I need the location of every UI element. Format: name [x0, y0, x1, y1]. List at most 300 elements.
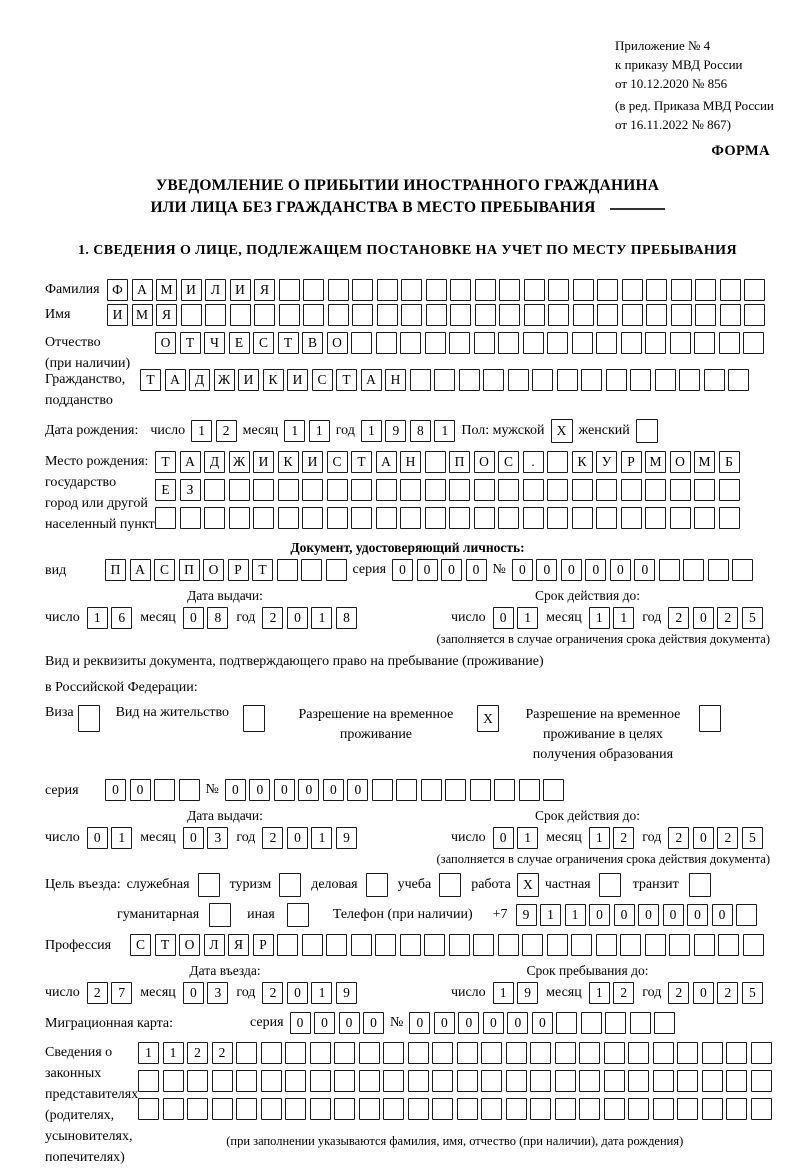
form-cell[interactable]: [670, 507, 691, 529]
form-cell[interactable]: 0: [298, 779, 319, 801]
form-cell[interactable]: Т: [278, 332, 299, 354]
form-cell[interactable]: [523, 479, 544, 501]
form-cell[interactable]: [702, 1098, 723, 1120]
form-cell[interactable]: [310, 1042, 331, 1064]
form-cell[interactable]: [327, 479, 348, 501]
form-cell[interactable]: [573, 304, 594, 326]
form-cell[interactable]: А: [130, 559, 151, 581]
form-cell[interactable]: [579, 1042, 600, 1064]
form-cell[interactable]: [278, 507, 299, 529]
form-cell[interactable]: [694, 507, 715, 529]
form-cell[interactable]: [445, 779, 466, 801]
form-cell[interactable]: 1: [517, 607, 538, 629]
form-cell[interactable]: [498, 507, 519, 529]
form-cell[interactable]: Р: [228, 559, 249, 581]
form-cell[interactable]: [718, 934, 739, 956]
form-cell[interactable]: П: [449, 451, 470, 473]
form-cell[interactable]: О: [670, 451, 691, 473]
form-cell[interactable]: [449, 934, 470, 956]
form-cell[interactable]: [679, 369, 700, 391]
form-cell[interactable]: 0: [130, 779, 151, 801]
form-cell[interactable]: 0: [687, 904, 708, 926]
form-cell[interactable]: [524, 304, 545, 326]
form-cell[interactable]: Я: [156, 304, 177, 326]
form-cell[interactable]: 0: [417, 559, 438, 581]
form-cell[interactable]: И: [238, 369, 259, 391]
form-cell[interactable]: 0: [512, 559, 533, 581]
form-cell[interactable]: [400, 934, 421, 956]
form-cell[interactable]: [277, 934, 298, 956]
form-cell[interactable]: [372, 779, 393, 801]
form-cell[interactable]: С: [130, 934, 151, 956]
form-cell[interactable]: З: [180, 479, 201, 501]
form-cell[interactable]: [376, 332, 397, 354]
form-cell[interactable]: [523, 332, 544, 354]
form-cell[interactable]: [547, 479, 568, 501]
form-cell[interactable]: [326, 559, 347, 581]
form-cell[interactable]: [261, 1098, 282, 1120]
form-cell[interactable]: [548, 304, 569, 326]
form-cell[interactable]: [506, 1042, 527, 1064]
form-cell[interactable]: [677, 1042, 698, 1064]
form-cell[interactable]: 9: [336, 827, 357, 849]
form-cell[interactable]: [702, 1042, 723, 1064]
form-cell[interactable]: [459, 369, 480, 391]
form-cell[interactable]: [359, 1042, 380, 1064]
form-cell[interactable]: 1: [311, 982, 332, 1004]
form-cell[interactable]: [646, 279, 667, 301]
form-cell[interactable]: Ч: [204, 332, 225, 354]
form-cell[interactable]: Т: [351, 451, 372, 473]
form-cell[interactable]: Р: [253, 934, 274, 956]
form-cell[interactable]: [751, 1070, 772, 1092]
form-cell[interactable]: Ж: [214, 369, 235, 391]
form-cell[interactable]: [449, 332, 470, 354]
form-cell[interactable]: [702, 1070, 723, 1092]
form-cell[interactable]: [547, 332, 568, 354]
form-cell[interactable]: [572, 507, 593, 529]
form-cell[interactable]: [204, 507, 225, 529]
form-cell[interactable]: [401, 304, 422, 326]
form-cell[interactable]: [450, 279, 471, 301]
form-cell[interactable]: [596, 332, 617, 354]
form-cell[interactable]: М: [694, 451, 715, 473]
form-cell[interactable]: [744, 279, 765, 301]
form-cell[interactable]: [555, 1042, 576, 1064]
form-cell[interactable]: [279, 873, 301, 897]
form-cell[interactable]: [498, 332, 519, 354]
form-cell[interactable]: [253, 479, 274, 501]
form-cell[interactable]: [439, 873, 461, 897]
form-cell[interactable]: [212, 1098, 233, 1120]
form-cell[interactable]: Л: [204, 934, 225, 956]
form-cell[interactable]: [726, 1070, 747, 1092]
form-cell[interactable]: Т: [180, 332, 201, 354]
form-cell[interactable]: [654, 1012, 675, 1034]
form-cell[interactable]: [426, 304, 447, 326]
form-cell[interactable]: [481, 1098, 502, 1120]
form-cell[interactable]: [719, 332, 740, 354]
form-cell[interactable]: [277, 559, 298, 581]
form-cell[interactable]: А: [376, 451, 397, 473]
form-cell[interactable]: 1: [540, 904, 561, 926]
form-cell[interactable]: В: [302, 332, 323, 354]
form-cell[interactable]: 2: [613, 982, 634, 1004]
form-cell[interactable]: 0: [638, 904, 659, 926]
form-cell[interactable]: Н: [385, 369, 406, 391]
form-cell[interactable]: [743, 934, 764, 956]
form-cell[interactable]: [310, 1098, 331, 1120]
form-cell[interactable]: 0: [610, 559, 631, 581]
form-cell[interactable]: 1: [589, 607, 610, 629]
form-cell[interactable]: [376, 479, 397, 501]
form-cell[interactable]: 5: [742, 982, 763, 1004]
form-cell[interactable]: [352, 279, 373, 301]
form-cell[interactable]: [719, 479, 740, 501]
form-cell[interactable]: 3: [207, 982, 228, 1004]
form-cell[interactable]: [743, 332, 764, 354]
form-cell[interactable]: 0: [561, 559, 582, 581]
form-cell[interactable]: [302, 934, 323, 956]
form-cell[interactable]: 0: [536, 559, 557, 581]
form-cell[interactable]: [524, 279, 545, 301]
form-cell[interactable]: [646, 304, 667, 326]
form-cell[interactable]: 0: [287, 982, 308, 1004]
form-cell[interactable]: [424, 934, 445, 956]
form-cell[interactable]: [432, 1098, 453, 1120]
form-cell[interactable]: [548, 279, 569, 301]
form-cell[interactable]: [396, 779, 417, 801]
form-cell[interactable]: [155, 507, 176, 529]
form-cell[interactable]: [229, 507, 250, 529]
form-cell[interactable]: [653, 1070, 674, 1092]
form-cell[interactable]: И: [181, 279, 202, 301]
form-cell[interactable]: [508, 369, 529, 391]
form-cell[interactable]: 0: [493, 607, 514, 629]
form-cell[interactable]: [519, 779, 540, 801]
form-cell[interactable]: 0: [441, 559, 462, 581]
form-cell[interactable]: [383, 1042, 404, 1064]
form-cell[interactable]: Д: [189, 369, 210, 391]
form-cell[interactable]: [474, 332, 495, 354]
form-cell[interactable]: Т: [155, 934, 176, 956]
form-cell[interactable]: 0: [323, 779, 344, 801]
form-cell[interactable]: [689, 873, 711, 897]
form-cell[interactable]: Е: [155, 479, 176, 501]
form-cell[interactable]: [628, 1070, 649, 1092]
form-cell[interactable]: [523, 507, 544, 529]
form-cell[interactable]: [383, 1098, 404, 1120]
form-cell[interactable]: О: [474, 451, 495, 473]
form-cell[interactable]: [352, 304, 373, 326]
form-cell[interactable]: [530, 1098, 551, 1120]
form-cell[interactable]: 0: [663, 904, 684, 926]
form-cell[interactable]: [683, 559, 704, 581]
form-cell[interactable]: О: [179, 934, 200, 956]
form-cell[interactable]: 1: [565, 904, 586, 926]
form-cell[interactable]: [457, 1042, 478, 1064]
form-cell[interactable]: 0: [483, 1012, 504, 1034]
form-cell[interactable]: [555, 1070, 576, 1092]
form-cell[interactable]: .: [523, 451, 544, 473]
form-cell[interactable]: 1: [87, 607, 108, 629]
form-cell[interactable]: [421, 779, 442, 801]
form-cell[interactable]: [209, 903, 231, 927]
form-cell[interactable]: М: [645, 451, 666, 473]
form-cell[interactable]: [579, 1098, 600, 1120]
form-cell[interactable]: М: [156, 279, 177, 301]
form-cell[interactable]: 0: [290, 1012, 311, 1034]
form-cell[interactable]: 1: [191, 420, 212, 442]
form-cell[interactable]: Т: [252, 559, 273, 581]
form-cell[interactable]: [671, 304, 692, 326]
form-cell[interactable]: [408, 1098, 429, 1120]
form-cell[interactable]: [434, 369, 455, 391]
form-cell[interactable]: [473, 934, 494, 956]
form-cell[interactable]: 2: [668, 827, 689, 849]
form-cell[interactable]: [499, 279, 520, 301]
form-cell[interactable]: 0: [693, 607, 714, 629]
form-cell[interactable]: [605, 1012, 626, 1034]
form-cell[interactable]: [506, 1098, 527, 1120]
form-cell[interactable]: 2: [717, 982, 738, 1004]
form-cell[interactable]: 9: [516, 904, 537, 926]
form-cell[interactable]: 0: [183, 982, 204, 1004]
form-cell[interactable]: О: [203, 559, 224, 581]
form-cell[interactable]: 1: [517, 827, 538, 849]
form-cell[interactable]: [154, 779, 175, 801]
form-cell[interactable]: [377, 279, 398, 301]
form-cell[interactable]: [659, 559, 680, 581]
form-cell[interactable]: [699, 705, 721, 732]
form-cell[interactable]: С: [498, 451, 519, 473]
form-cell[interactable]: [410, 369, 431, 391]
form-cell[interactable]: [572, 479, 593, 501]
form-cell[interactable]: Я: [228, 934, 249, 956]
form-cell[interactable]: [351, 934, 372, 956]
form-cell[interactable]: [653, 1042, 674, 1064]
form-cell[interactable]: [401, 279, 422, 301]
form-cell[interactable]: [653, 1098, 674, 1120]
form-cell[interactable]: [677, 1070, 698, 1092]
form-cell[interactable]: [547, 934, 568, 956]
form-cell[interactable]: [366, 873, 388, 897]
form-cell[interactable]: [606, 369, 627, 391]
form-cell[interactable]: [302, 507, 323, 529]
form-cell[interactable]: [599, 873, 621, 897]
form-cell[interactable]: [581, 1012, 602, 1034]
form-cell[interactable]: М: [132, 304, 153, 326]
form-cell[interactable]: [408, 1070, 429, 1092]
form-cell[interactable]: [499, 304, 520, 326]
form-cell[interactable]: [351, 507, 372, 529]
form-cell[interactable]: [279, 304, 300, 326]
form-cell[interactable]: [597, 304, 618, 326]
form-cell[interactable]: Н: [400, 451, 421, 473]
form-cell[interactable]: [645, 332, 666, 354]
form-cell[interactable]: 2: [262, 607, 283, 629]
form-cell[interactable]: [376, 507, 397, 529]
form-cell[interactable]: [581, 369, 602, 391]
form-cell[interactable]: [328, 279, 349, 301]
form-cell[interactable]: [302, 479, 323, 501]
form-cell[interactable]: [494, 779, 515, 801]
form-cell[interactable]: [400, 507, 421, 529]
form-cell[interactable]: [630, 369, 651, 391]
form-cell[interactable]: 0: [339, 1012, 360, 1034]
form-cell[interactable]: [670, 332, 691, 354]
form-cell[interactable]: [449, 507, 470, 529]
form-cell[interactable]: 0: [712, 904, 733, 926]
form-cell[interactable]: [457, 1070, 478, 1092]
form-cell[interactable]: [704, 369, 725, 391]
form-cell[interactable]: И: [287, 369, 308, 391]
form-cell[interactable]: 1: [111, 827, 132, 849]
form-cell[interactable]: [604, 1042, 625, 1064]
form-cell[interactable]: 1: [589, 982, 610, 1004]
form-cell[interactable]: Я: [254, 279, 275, 301]
form-cell[interactable]: [645, 934, 666, 956]
form-cell[interactable]: 1: [138, 1042, 159, 1064]
form-cell[interactable]: 0: [693, 982, 714, 1004]
form-cell[interactable]: [326, 934, 347, 956]
form-cell[interactable]: [645, 479, 666, 501]
form-cell[interactable]: 5: [742, 827, 763, 849]
form-cell[interactable]: [732, 559, 753, 581]
form-cell[interactable]: [253, 507, 274, 529]
form-cell[interactable]: [303, 279, 324, 301]
form-cell[interactable]: [543, 779, 564, 801]
form-cell[interactable]: [351, 332, 372, 354]
form-cell[interactable]: [138, 1070, 159, 1092]
form-cell[interactable]: А: [132, 279, 153, 301]
form-cell[interactable]: [557, 369, 578, 391]
form-cell[interactable]: К: [263, 369, 284, 391]
form-cell[interactable]: 2: [613, 827, 634, 849]
form-cell[interactable]: А: [361, 369, 382, 391]
form-cell[interactable]: [728, 369, 749, 391]
form-cell[interactable]: [708, 559, 729, 581]
form-cell[interactable]: [596, 934, 617, 956]
form-cell[interactable]: П: [105, 559, 126, 581]
form-cell[interactable]: С: [253, 332, 274, 354]
form-cell[interactable]: Т: [155, 451, 176, 473]
form-cell[interactable]: 0: [634, 559, 655, 581]
form-cell[interactable]: [655, 369, 676, 391]
form-cell[interactable]: Т: [140, 369, 161, 391]
form-cell[interactable]: [327, 507, 348, 529]
form-cell[interactable]: [408, 1042, 429, 1064]
form-cell[interactable]: 2: [717, 827, 738, 849]
form-cell[interactable]: [556, 1012, 577, 1034]
form-cell[interactable]: [573, 279, 594, 301]
form-cell[interactable]: X: [517, 873, 539, 897]
form-cell[interactable]: 2: [212, 1042, 233, 1064]
form-cell[interactable]: [426, 279, 447, 301]
form-cell[interactable]: [334, 1042, 355, 1064]
form-cell[interactable]: П: [179, 559, 200, 581]
form-cell[interactable]: О: [155, 332, 176, 354]
form-cell[interactable]: К: [278, 451, 299, 473]
form-cell[interactable]: [78, 705, 100, 732]
form-cell[interactable]: [301, 559, 322, 581]
form-cell[interactable]: [181, 304, 202, 326]
form-cell[interactable]: [620, 934, 641, 956]
form-cell[interactable]: [285, 1098, 306, 1120]
form-cell[interactable]: [310, 1070, 331, 1092]
form-cell[interactable]: [645, 507, 666, 529]
form-cell[interactable]: 1: [163, 1042, 184, 1064]
form-cell[interactable]: [726, 1042, 747, 1064]
form-cell[interactable]: [351, 479, 372, 501]
form-cell[interactable]: [481, 1042, 502, 1064]
form-cell[interactable]: [720, 279, 741, 301]
form-cell[interactable]: 1: [311, 827, 332, 849]
form-cell[interactable]: [597, 279, 618, 301]
form-cell[interactable]: [621, 479, 642, 501]
form-cell[interactable]: 1: [284, 420, 305, 442]
form-cell[interactable]: [571, 934, 592, 956]
form-cell[interactable]: [694, 934, 715, 956]
form-cell[interactable]: [547, 451, 568, 473]
form-cell[interactable]: [483, 369, 504, 391]
form-cell[interactable]: [498, 479, 519, 501]
form-cell[interactable]: И: [230, 279, 251, 301]
form-cell[interactable]: С: [327, 451, 348, 473]
form-cell[interactable]: 0: [493, 827, 514, 849]
form-cell[interactable]: А: [165, 369, 186, 391]
form-cell[interactable]: [474, 507, 495, 529]
form-cell[interactable]: [375, 934, 396, 956]
form-cell[interactable]: [163, 1070, 184, 1092]
form-cell[interactable]: 2: [216, 420, 237, 442]
form-cell[interactable]: [622, 279, 643, 301]
form-cell[interactable]: [425, 479, 446, 501]
form-cell[interactable]: [630, 1012, 651, 1034]
form-cell[interactable]: 0: [87, 827, 108, 849]
form-cell[interactable]: [425, 451, 446, 473]
form-cell[interactable]: [425, 507, 446, 529]
form-cell[interactable]: 0: [466, 559, 487, 581]
form-cell[interactable]: 0: [287, 827, 308, 849]
form-cell[interactable]: 0: [434, 1012, 455, 1034]
form-cell[interactable]: [450, 304, 471, 326]
form-cell[interactable]: [694, 332, 715, 354]
form-cell[interactable]: [236, 1070, 257, 1092]
form-cell[interactable]: [425, 332, 446, 354]
form-cell[interactable]: 0: [693, 827, 714, 849]
form-cell[interactable]: 0: [409, 1012, 430, 1034]
form-cell[interactable]: [230, 304, 251, 326]
form-cell[interactable]: 0: [614, 904, 635, 926]
form-cell[interactable]: 3: [207, 827, 228, 849]
form-cell[interactable]: 0: [458, 1012, 479, 1034]
form-cell[interactable]: 0: [507, 1012, 528, 1034]
form-cell[interactable]: И: [302, 451, 323, 473]
form-cell[interactable]: [555, 1098, 576, 1120]
form-cell[interactable]: 1: [311, 607, 332, 629]
form-cell[interactable]: [187, 1070, 208, 1092]
form-cell[interactable]: Е: [229, 332, 250, 354]
form-cell[interactable]: [475, 279, 496, 301]
form-cell[interactable]: [449, 479, 470, 501]
form-cell[interactable]: 1: [309, 420, 330, 442]
form-cell[interactable]: [744, 304, 765, 326]
form-cell[interactable]: 1: [361, 420, 382, 442]
form-cell[interactable]: 0: [249, 779, 270, 801]
form-cell[interactable]: 9: [336, 982, 357, 1004]
form-cell[interactable]: [636, 419, 658, 443]
